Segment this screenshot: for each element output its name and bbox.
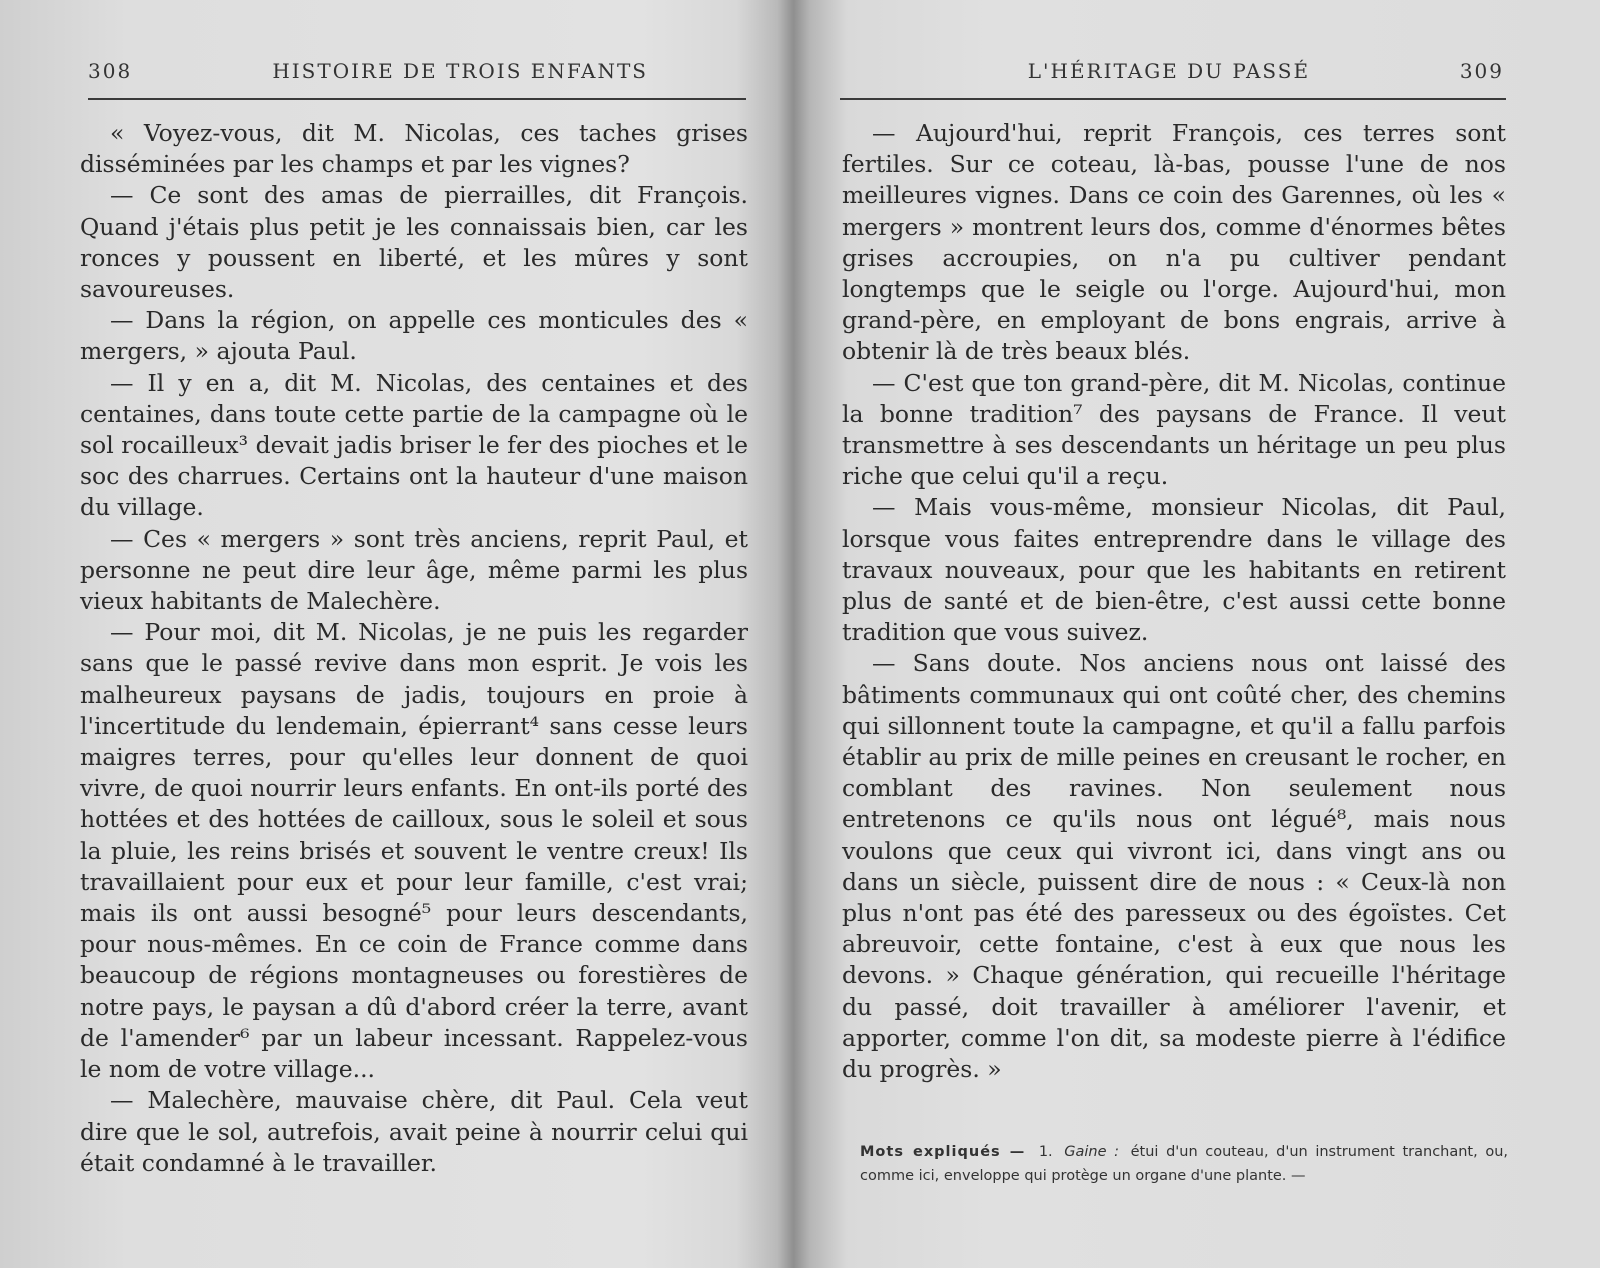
paragraph: — Ces « mergers » sont très anciens, reprit Paul, et personne ne peut dire leur âge, même parmi les plus vieux habitants de Malechère. <box>80 524 748 616</box>
paragraph: — Il y en a, dit M. Nicolas, des centaines et des centaines, dans toute cette partie de la campagne où le sol rocailleux³ devait jadis briser le fer des pioches et le soc des charrues. Certains ont la hauteur d'une maison du village. <box>80 368 748 522</box>
right-page <box>810 0 1600 1268</box>
right-running-title: L'HÉRITAGE DU PASSÉ <box>1027 59 1311 83</box>
paragraph: — C'est que ton grand-père, dit M. Nicolas, continue la bonne tradition⁷ des paysans de France. Il veut transmettre à ses descendants un héritage un peu plus riche que celui qu'il a reçu. <box>842 368 1506 491</box>
left-page <box>0 0 790 1268</box>
explained-words-footnote <box>860 1140 1508 1188</box>
paragraph: — Sans doute. Nos anciens nous ont laissé des bâtiments communaux qui ont coûté cher, des chemins qui sillonnent toute la campagne, et qu'il a fallu parfois établir au prix de mille peines en creusant le rocher, en comblant des ravines. Non seulement nous entretenons ce qu'ils nous ont légué⁸, mais nous voulons que ceux qui vivront ici, dans vingt ans ou dans un siècle, puissent dire de nous : « Ceux-là non plus n'ont pas été des paresseux ou des égoïstes. Cet abreuvoir, cette fontaine, c'est à eux que nous les devons. » Chaque génération, qui recueille l'héritage du passé, doit travailler à améliorer l'avenir, et apporter, comme l'on dit, sa modeste pierre à l'édifice du progrès. » <box>842 649 1506 1084</box>
right-page-header <box>838 56 1504 86</box>
notes-term: Gaine : <box>1064 1144 1120 1160</box>
right-header-rule <box>840 98 1506 100</box>
left-body-text <box>80 118 748 1179</box>
notes-definition: étui d'un couteau, d'un instrument tranchant, ou, comme ici, enveloppe qui protège un organe d'une plante. — <box>860 1144 1509 1184</box>
paragraph: — Malechère, mauvaise chère, dit Paul. Cela veut dire que le sol, autrefois, avait peine à nourrir celui qui était condamné à le travailler. <box>80 1086 748 1177</box>
paragraph: — Pour moi, dit M. Nicolas, je ne puis les regarder sans que le passé revive dans mon esprit. Je vois les malheureux paysans de jadis, toujours en proie à l'incertitude du lendemain, épierrant⁴ sans cesse leurs maigres terres, pour qu'elles leur donnent de quoi vivre, de quoi nourrir leurs enfants. En ont-ils porté des hottées et des hottées de cailloux, sous le soleil et sous la pluie, les reins brisés et souvent le ventre creux! Ils travaillaient pour eux et pour leur famille, c'est vrai; mais ils ont aussi besogné⁵ pour leurs descendants, pour nous-mêmes. En ce coin de France comme dans beaucoup de régions montagneuses ou forestières de notre pays, le paysan a dû d'abord créer la terre, avant de l'amender⁶ par un labeur incessant. Rappelez-vous le nom de votre village... <box>80 618 748 1084</box>
right-body-text <box>842 118 1506 1085</box>
notes-number: 1. <box>1038 1144 1053 1160</box>
paragraph: — Ce sont des amas de pierrailles, dit François. Quand j'étais plus petit je les connaissais bien, car les ronces y poussent en liberté, et les mûres y sont savoureuses. <box>80 181 748 304</box>
left-header-rule <box>88 98 746 100</box>
left-page-number: 308 <box>88 59 133 83</box>
paragraph: — Dans la région, on appelle ces monticules des « mergers, » ajouta Paul. <box>80 306 748 366</box>
paragraph: — Mais vous-même, monsieur Nicolas, dit Paul, lorsque vous faites entreprendre dans le village des travaux nouveaux, pour que les habitants en retirent plus de santé et de bien-être, c'est aussi cette bonne tradition que vous suivez. <box>842 493 1506 647</box>
left-running-title: HISTOIRE DE TROIS ENFANTS <box>272 59 648 83</box>
paragraph: « Voyez-vous, dit M. Nicolas, ces taches grises disséminées par les champs et par les vignes? <box>80 119 748 179</box>
notes-label: Mots expliqués — <box>860 1144 1026 1160</box>
paragraph: — Aujourd'hui, reprit François, ces terres sont fertiles. Sur ce coteau, là-bas, pousse l'une de nos meilleures vignes. Dans ce coin des Garennes, où les « mergers » montrent leurs dos, comme d'énormes bêtes grises accroupies, on n'a pu cultiver pendant longtemps que le seigle ou l'orge. Aujourd'hui, mon grand-père, en employant de bons engrais, arrive à obtenir là de très beaux blés. <box>842 119 1506 366</box>
right-page-number: 309 <box>1459 59 1504 83</box>
left-page-header <box>88 56 648 86</box>
